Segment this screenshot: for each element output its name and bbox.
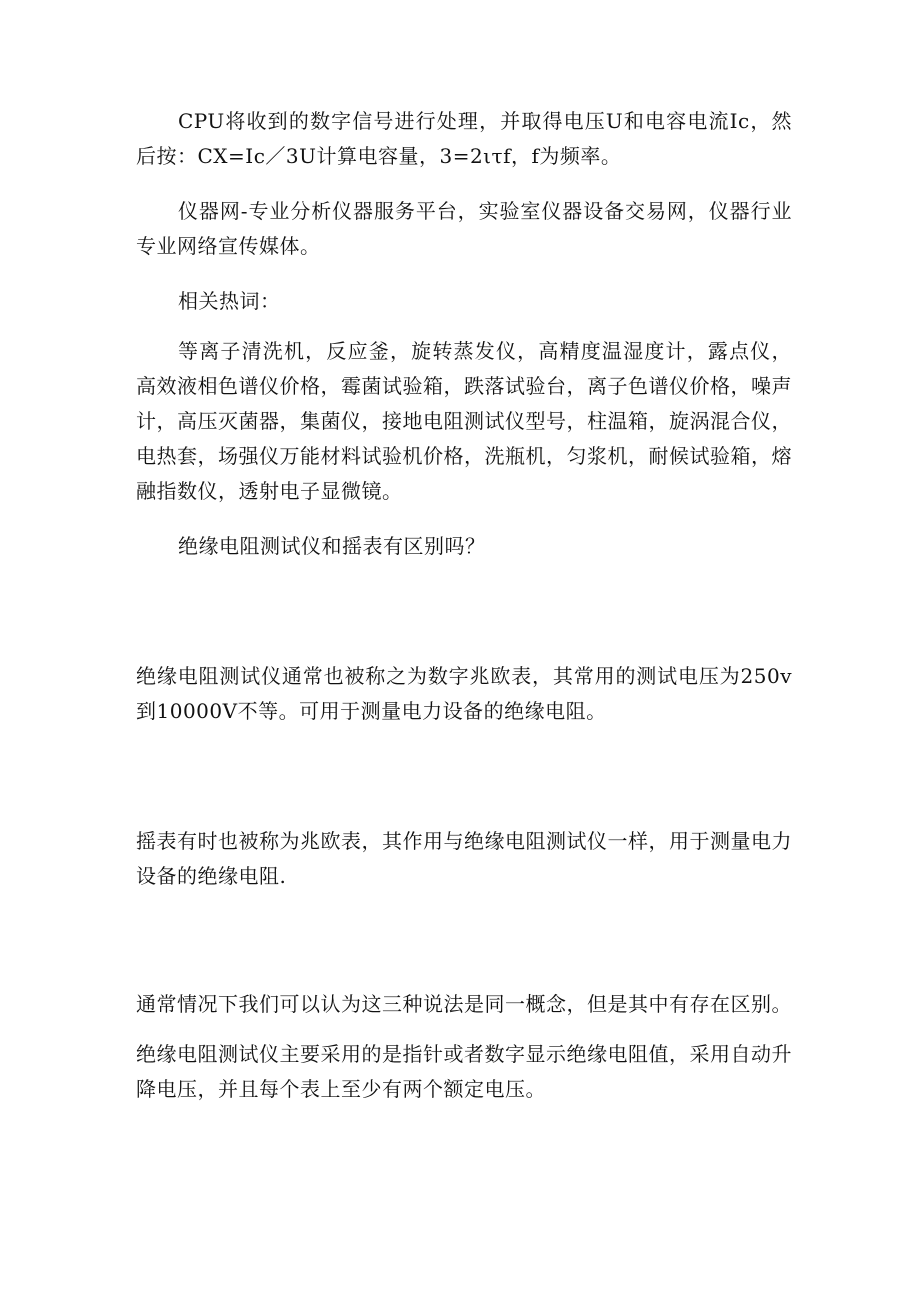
paragraph-display-method: 绝缘电阻测试仪主要采用的是指针或者数字显示绝缘电阻值，采用自动升降电压，并且每个表上至少有两个额定电压。 [136,1042,792,1101]
paragraph-same-concept: 通常情况下我们可以认为这三种说法是同一概念，但是其中有存在区别。 [136,992,792,1016]
paragraph-megger: 摇表有时也被称为兆欧表，其作用与绝缘电阻测试仪一样，用于测量电力设备的绝缘电阻. [136,829,792,888]
paragraph-instrument-network: 仪器网-专业分析仪器服务平台，实验室仪器设备交易网，仪器行业专业网络宣传媒体。 [136,199,792,258]
paragraph-cpu-calculation: CPU将收到的数字信号进行处理，并取得电压U和电容电流Ic，然后按：CX=Ic／3U计算电容量，3=2ιτf，f为频率。 [136,109,792,168]
paragraph-insulation-tester: 绝缘电阻测试仪通常也被称之为数字兆欧表，其常用的测试电压为250v到10000V不等。可用于测量电力设备的绝缘电阻。 [136,664,792,723]
paragraph-question-heading: 绝缘电阻测试仪和摇表有区别吗？ [178,534,486,558]
paragraph-related-keywords-heading: 相关热词： [178,289,281,313]
paragraph-related-keywords-list: 等离子清洗机，反应釜，旋转蒸发仪，高精度温湿度计，露点仪，高效液相色谱仪价格，霉菌试验箱，跌落试验台，离子色谱仪价格，噪声计，高压灭菌器，集菌仪，接地电阻测试仪型号，柱温箱，旋涡混合仪，电热套，场强仪万能材料试验机价格，洗瓶机，匀浆机，耐候试验箱，熔融指数仪，透射电子显微镜。 [136,339,792,503]
